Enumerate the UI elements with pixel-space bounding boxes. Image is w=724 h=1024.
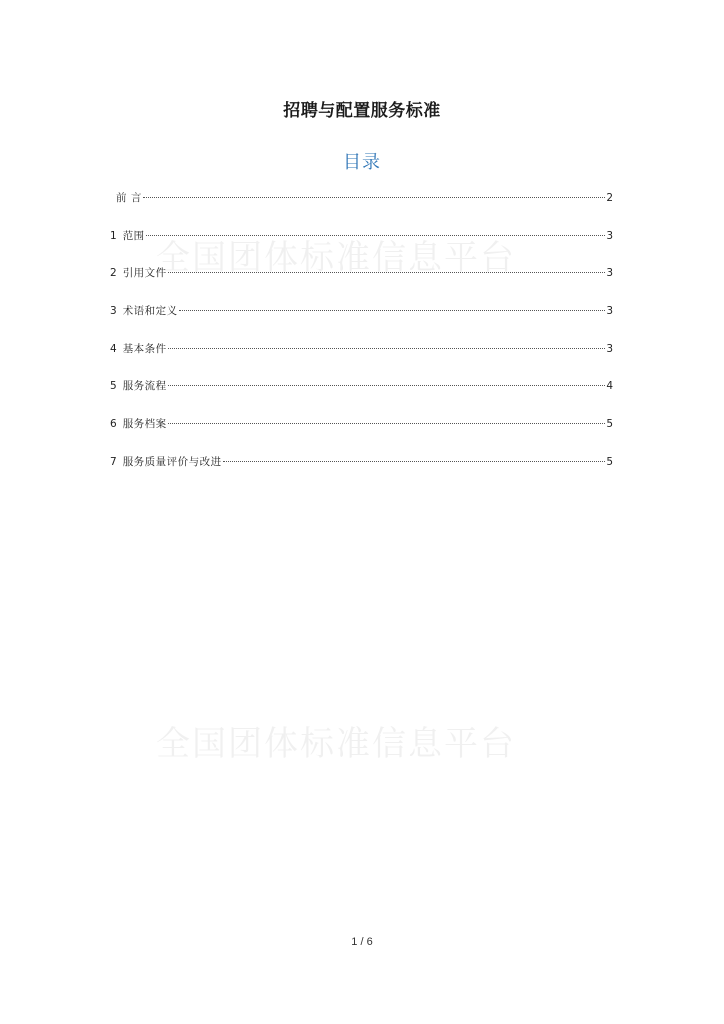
toc-entry-number: 5 [110,380,117,393]
toc-entry-service-process[interactable] [110,376,613,414]
toc-entry-service-records[interactable] [110,414,613,452]
toc-entry-page: 5 [606,455,613,468]
toc-entry-quality-evaluation[interactable] [110,452,613,490]
toc-entry-page: 3 [606,305,613,318]
toc-entry-title: 服务质量评价与改进 [122,455,222,468]
table-of-contents [110,188,613,490]
toc-entry-preface[interactable] [110,188,613,226]
toc-entry-page: 3 [606,267,613,280]
toc-entry-number: 7 [110,455,117,468]
toc-entry-terms[interactable] [110,301,613,339]
toc-entry-number: 2 [110,267,117,280]
toc-entry-title: 服务流程 [122,380,167,393]
document-title: 招聘与配置服务标准 [283,101,441,121]
toc-entry-references[interactable] [110,263,613,301]
toc-heading: 目录 [343,152,381,173]
toc-entry-title: 服务档案 [122,418,167,431]
toc-entry-number: 3 [110,305,117,318]
toc-dot-leader [168,385,606,386]
toc-dot-leader [143,197,605,198]
toc-entry-title: 基本条件 [122,342,167,355]
toc-entry-title: 术语和定义 [122,305,178,318]
toc-dot-leader [146,235,606,236]
toc-entry-basic-conditions[interactable] [110,339,613,377]
toc-entry-page: 4 [606,380,613,393]
toc-entry-page: 3 [606,229,613,242]
toc-entry-page: 2 [606,192,613,204]
watermark-top: 全国团体标准信息平台 [156,238,516,278]
toc-entry-title: 前 言 [116,192,142,204]
toc-entry-number: 6 [110,418,117,431]
toc-entry-number: 1 [110,229,117,242]
toc-entry-number: 4 [110,342,117,355]
toc-entry-page: 3 [606,342,613,355]
toc-entry-scope[interactable] [110,226,613,264]
toc-entry-title: 范围 [122,229,145,242]
toc-dot-leader [168,348,606,349]
watermark-bottom: 全国团体标准信息平台 [156,724,516,764]
toc-dot-leader [168,423,606,424]
toc-dot-leader [168,272,606,273]
toc-dot-leader [223,461,606,462]
toc-entry-title: 引用文件 [122,267,167,280]
toc-dot-leader [179,310,606,311]
page-number-indicator: 1 / 6 [351,936,373,948]
toc-entry-page: 5 [606,418,613,431]
